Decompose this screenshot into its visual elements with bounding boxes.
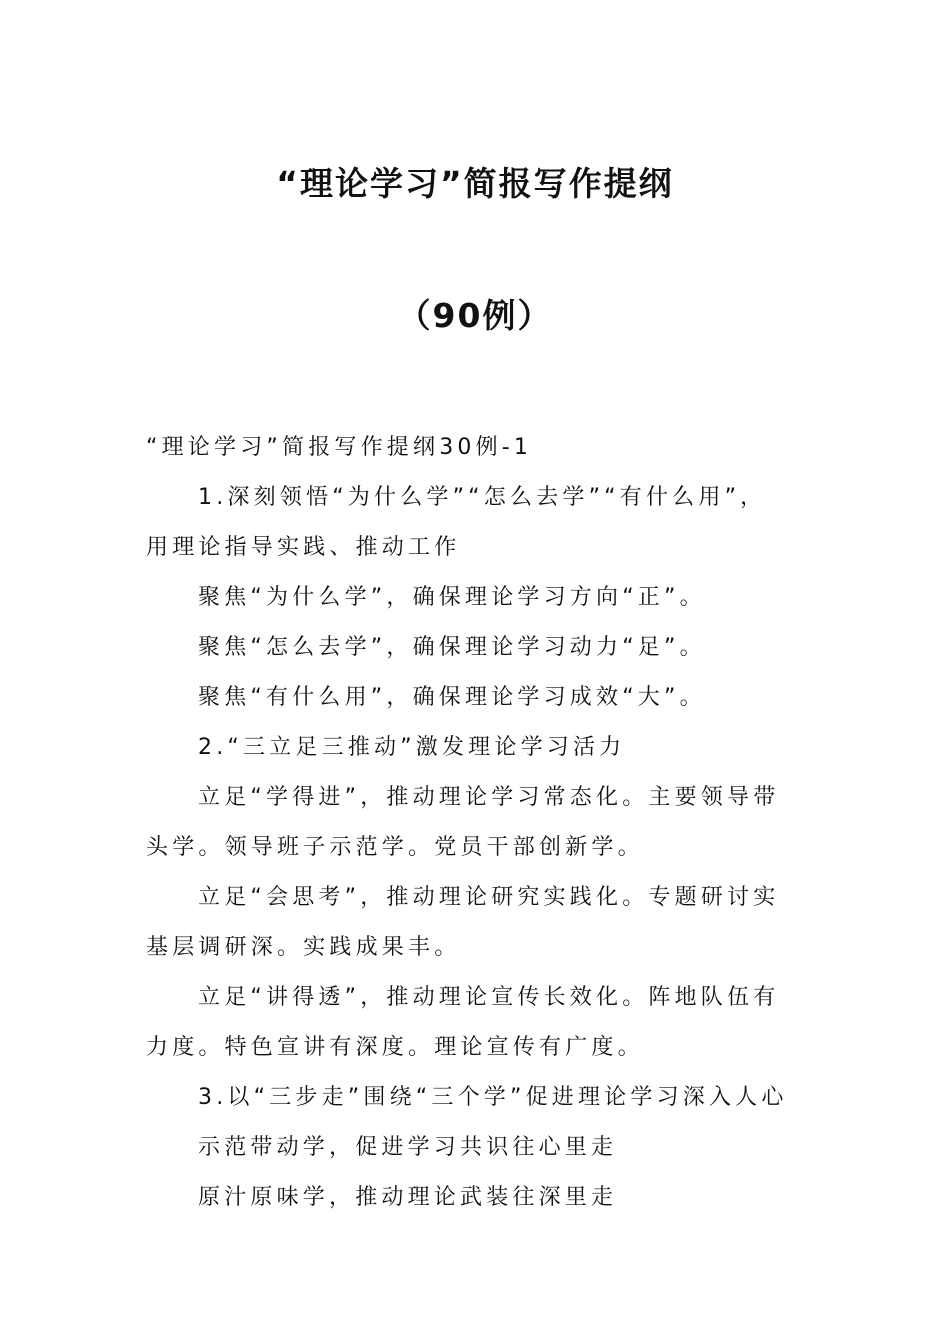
text-line: 立足“会思考”，推动理论研究实践化。专题研讨实	[198, 885, 780, 910]
text-line: 原汁原味学，推动理论武装往深里走	[198, 1185, 618, 1210]
text-line: 示范带动学，促进学习共识往心里走	[198, 1135, 618, 1160]
text-line: 聚焦“为什么学”，确保理论学习方向“正”。	[198, 585, 706, 610]
text-line: 1.深刻领悟“为什么学”“怎么去学”“有什么用”，	[198, 485, 767, 510]
text-line: 基层调研深。实践成果丰。	[146, 935, 461, 960]
text-line: 2.“三立足三推动”激发理论学习活力	[198, 735, 626, 760]
text-line: 聚焦“有什么用”，确保理论学习成效“大”。	[198, 685, 706, 710]
text-line: 聚焦“怎么去学”，确保理论学习动力“足”。	[198, 635, 706, 660]
text-line: 用理论指导实践、推动工作	[146, 535, 461, 560]
document-title: “理论学习”简报写作提纲	[276, 164, 674, 203]
text-line: 头学。领导班子示范学。党员干部创新学。	[146, 835, 644, 860]
text-line: 3.以“三步走”围绕“三个学”促进理论学习深入人心	[198, 1085, 788, 1110]
text-line: 立足“学得进”，推动理论学习常态化。主要领导带	[198, 785, 780, 810]
document-subtitle: （90例）	[397, 296, 553, 335]
section-heading: “理论学习”简报写作提纲30例-1	[146, 435, 533, 460]
text-line: 立足“讲得透”，推动理论宣传长效化。阵地队伍有	[198, 985, 780, 1010]
text-line: 力度。特色宣讲有深度。理论宣传有广度。	[146, 1035, 644, 1060]
